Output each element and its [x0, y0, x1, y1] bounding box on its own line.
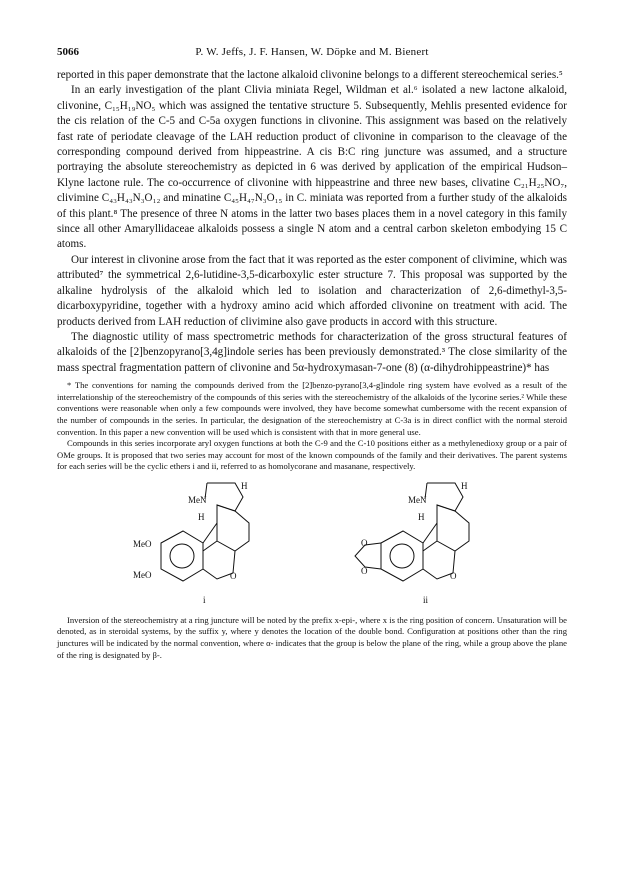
structure-label: ii: [423, 594, 429, 605]
running-head: P. W. Jeffs, J. F. Hansen, W. Döpke and M. Bienert: [195, 46, 429, 58]
paragraph: reported in this paper demonstrate that the lactone alkaloid clivonine belongs to a different stereochemical series.⁵: [57, 69, 563, 81]
structure-figures: [57, 475, 567, 613]
paragraph: In an early investigation of the plant Clivia miniata Regel, Wildman et al.⁶ isolated a new lactone alkaloid, clivonine, C₁₅H₁₉NO₅ which was assigned the tentative structure 5. Subsequently, Mehlis presented evidence for the cis relation of the C-5 and C-5a oxygen functions in clivonine. This assignment was based on the relatively fast rate of periodate cleavage of the LAH reduction product of clivonine in comparison to the cleavage of the corresponding compound derived from hippeastrine. A cis B:C ring juncture was assumed, and a structure portraying the absolute stereochemistry as depicted in 6 was derived by application of the empirical Hudson–Klyne lactone rule. The co-occurrence of clivonine with hippeastrine and three new bases, clivatine C₂₁H₂₅NO₇, clivimine C₄₃H₄₃N₃O₁₂ and minatine C₄₅H₄₇N₃O₁₅ in C. miniata was reported from a further study of the alkaloids of this plant.⁸ The presence of three N atoms in the latter two bases places them in a novel category in this family since all other Amaryllidaceae alkaloids possess a single N atom and a central carbon skeleton embodying 15 C atoms.: [57, 84, 567, 251]
atom-label: MeN: [408, 494, 427, 505]
structure-diagrams: [57, 475, 567, 613]
page-header: [57, 46, 567, 68]
footnote: Inversion of the stereochemistry at a ring juncture will be noted by the prefix x-epi-, where x is the ring position of concern. Unsaturation will be denoted, as in steroidal systems, by the suffix y, where y denotes the location of the double bond. Configuration at positions other than the ring junctures will be indicated by the normal convention, where α- indicates that the group is below the plane of the ring, while a group above the plane of the ring is designated by β-.: [57, 614, 567, 660]
atom-label: MeO: [133, 569, 152, 580]
atom-label: H: [461, 480, 468, 491]
atom-label: O: [361, 565, 368, 576]
atom-label: H: [198, 511, 205, 522]
atom-label: MeO: [133, 538, 152, 549]
structure-i-labels: [133, 481, 248, 605]
footnotes: [57, 380, 567, 473]
atom-label: O: [361, 537, 368, 548]
atom-label: H: [418, 511, 425, 522]
atom-label: O: [230, 570, 237, 581]
atom-label: O: [450, 570, 457, 581]
atom-label: H: [241, 480, 248, 491]
atom-label: MeN: [188, 494, 207, 505]
structure-label: i: [203, 594, 206, 605]
footnote: Compounds in this series incorporate aryl oxygen functions at both the C-9 and the C-10 positions either as a methylenedioxy group or a pair of OMe groups. It is proposed that two series may account for most of the known compounds of the family and their derivatives. The parent systems for each series will be the cyclic ethers i and ii, referred to as homolycorane and masanane, respectively.: [57, 438, 567, 472]
paragraph: The diagnostic utility of mass spectrometric methods for characterization of the gross structural features of alkaloids of the [2]benzopyrano[3,4g]indole series has been previously demonstrated.³ The close similarity of the mass spectral fragmentation pattern of clivonine and 5α-hydroxymasan-7-one (8) (α-dihydrohippeastrine)* has: [57, 330, 567, 374]
body-text: [57, 68, 567, 376]
footnotes-continued: [57, 615, 567, 661]
journal-page: [57, 46, 567, 661]
paragraph: Our interest in clivonine arose from the fact that it was reported as the ester component of clivimine, which was attributed⁷ the symmetrical 2,6-lutidine-3,5-dicarboxylic ester structure 7. This proposal was supported by the alkaline hydrolysis of the alkaloid which led to isolation and characterization of 2,6-dimethyl-3,5-dicarboxypyridine, together with a hydroxy amino acid which afforded clivonine on treatment with acid. The products derived from LAH reduction of clivimine also gave products in accord with this structure.: [57, 253, 567, 328]
footnote: * The conventions for naming the compounds derived from the [2]benzo-pyrano[3,4-g]indole ring system have evolved as a result of the interrelationship of the stereochemistry of the compounds of this series with the stereochemistry of the alkaloids of the lycorine series.² While these conventions were reasonable when only a few compounds were involved, they have become somewhat cumbersome with the recent expansion of the number of compounds in the series. In particular, the designation of the stereochemistry at C-3a is in direct conflict with the normal steroid convention. In this paper a new convention will be used which is consistent with that in more general use.: [57, 380, 567, 437]
page-number: 5066: [57, 46, 79, 58]
